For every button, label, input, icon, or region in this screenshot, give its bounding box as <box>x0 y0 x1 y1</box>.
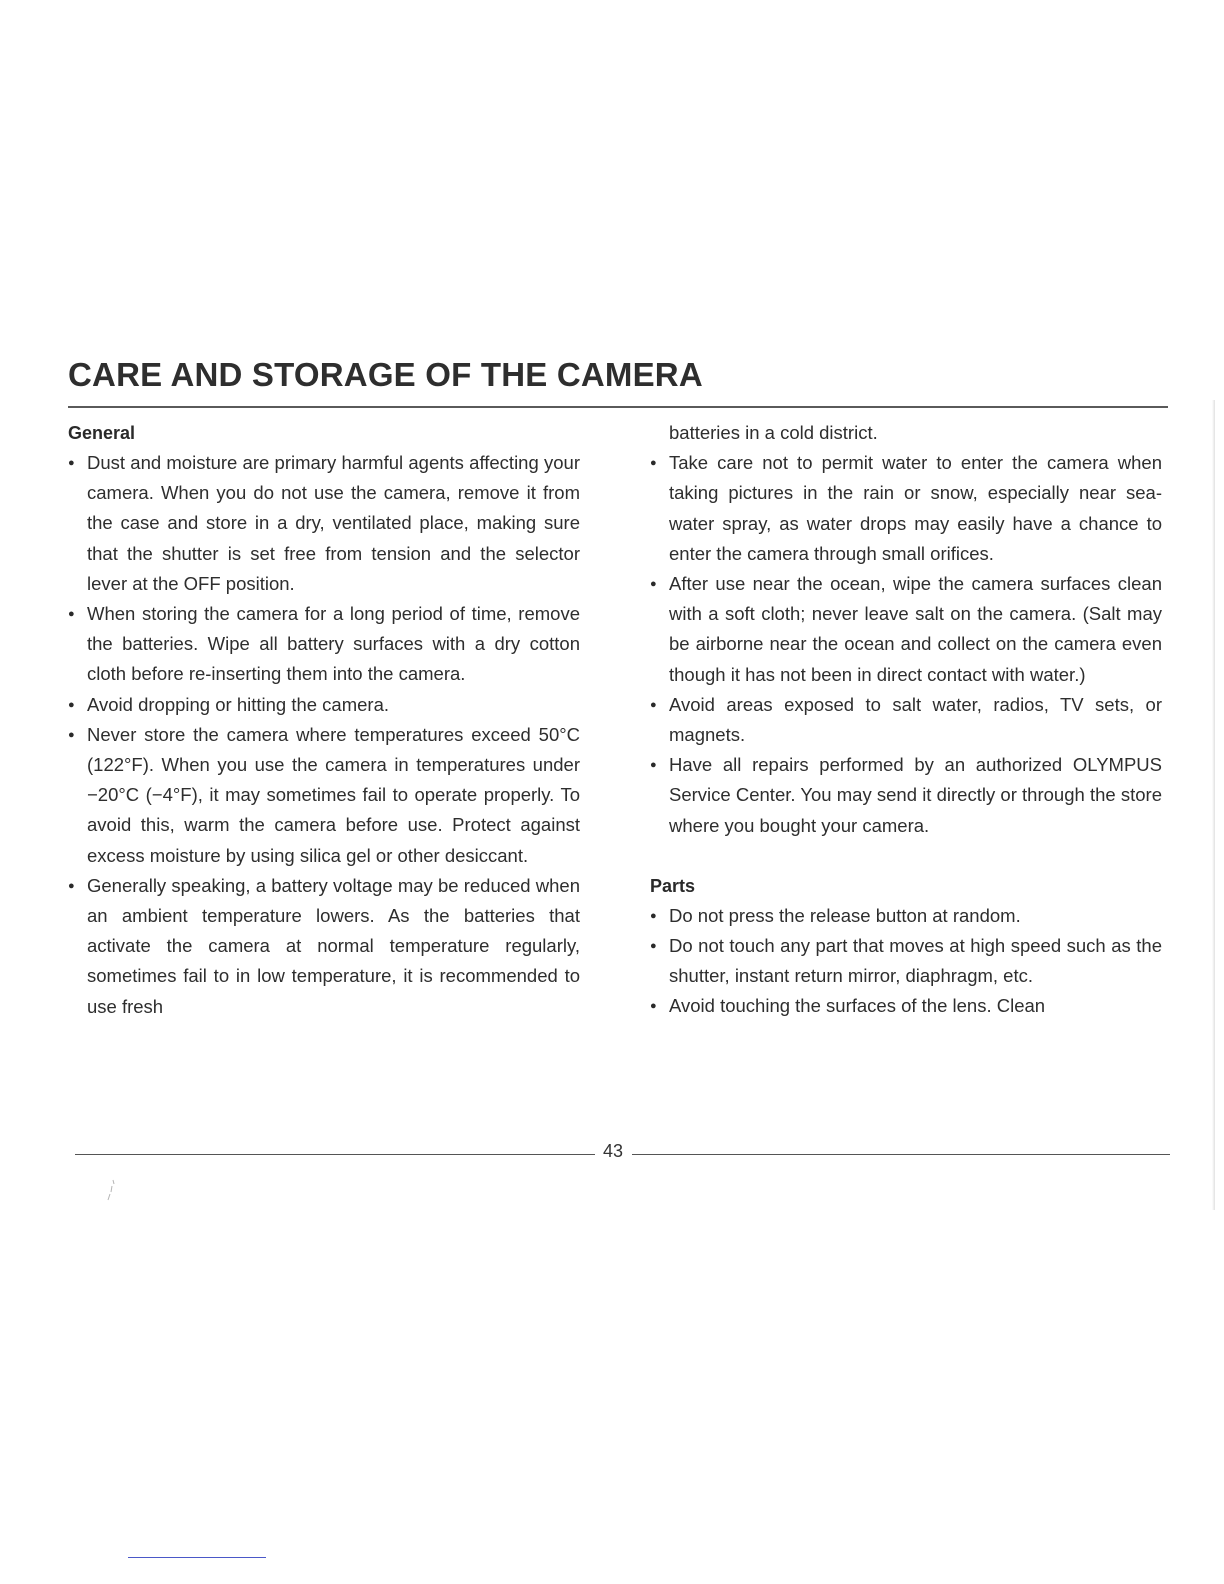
list-item: ● Do not press the release button at random. <box>650 901 1162 931</box>
list-item: ● Avoid dropping or hitting the camera. <box>68 690 580 720</box>
continued-text: batteries in a cold district. <box>669 422 878 443</box>
bottom-link-underline <box>128 1557 266 1558</box>
right-column <box>650 418 1162 1022</box>
list-item: ● Avoid touching the surfaces of the lens. Clean <box>650 991 1162 1021</box>
list-item: ● Do not touch any part that moves at high speed such as the shutter, instant return mirror, diaphragm, etc. <box>650 931 1162 991</box>
list-item: ● Have all repairs performed by an authorized OLYMPUS Service Center. You may send it directly or through the store where you bought your camera. <box>650 750 1162 841</box>
scan-speck <box>104 1178 118 1202</box>
left-column <box>68 418 580 1022</box>
list-item: ● Take care not to permit water to enter the camera when taking pictures in the rain or snow, especially near sea-water spray, as water drops may easily have a chance to enter the camera through small orifices. <box>650 448 1162 569</box>
list-item: ● Generally speaking, a battery voltage may be reduced when an ambient temperature lowers. As the batteries that activate the camera at normal temperature regularly, sometimes fail to in low temperature, it is recommended to use fresh <box>68 871 580 1022</box>
section-heading-general: General <box>68 423 136 443</box>
section-heading-parts: Parts <box>650 875 696 896</box>
list-item: ● When storing the camera for a long period of time, remove the batteries. Wipe all battery surfaces with a dry cotton cloth before re-inserting them into the camera. <box>68 599 580 690</box>
footer-rule-right <box>632 1154 1170 1155</box>
footer-rule-left <box>75 1154 595 1155</box>
page-title: CARE AND STORAGE OF THE CAMERA <box>68 356 703 393</box>
list-item: ● Never store the camera where temperatures exceed 50°C (122°F). When you use the camera in temperatures under −20°C (−4°F), it may sometimes fail to operate properly. To avoid this, warm the camera before use. Protect against excess moisture by using silica gel or other desiccant. <box>68 720 580 871</box>
list-item: ● Avoid areas exposed to salt water, radios, TV sets, or magnets. <box>650 690 1162 750</box>
general-bullet-list <box>68 448 580 1022</box>
list-item: ● After use near the ocean, wipe the camera surfaces clean with a soft cloth; never leave salt on the camera. (Salt may be airborne near the ocean and collect on the camera even though it has not been in direct contact with water.) <box>650 569 1162 690</box>
parts-bullet-list <box>650 901 1162 1022</box>
list-item: ● Dust and moisture are primary harmful agents affecting your camera. When you do not use the camera, remove it from the case and store in a dry, ventilated place, making sure that the shutter is set free from tension and the selector lever at the OFF position. <box>68 448 580 599</box>
scan-edge-shadow <box>1212 400 1215 1210</box>
general-bullet-list-continued <box>650 448 1162 841</box>
page-number: 43 <box>602 1141 624 1161</box>
title-divider <box>68 406 1168 408</box>
